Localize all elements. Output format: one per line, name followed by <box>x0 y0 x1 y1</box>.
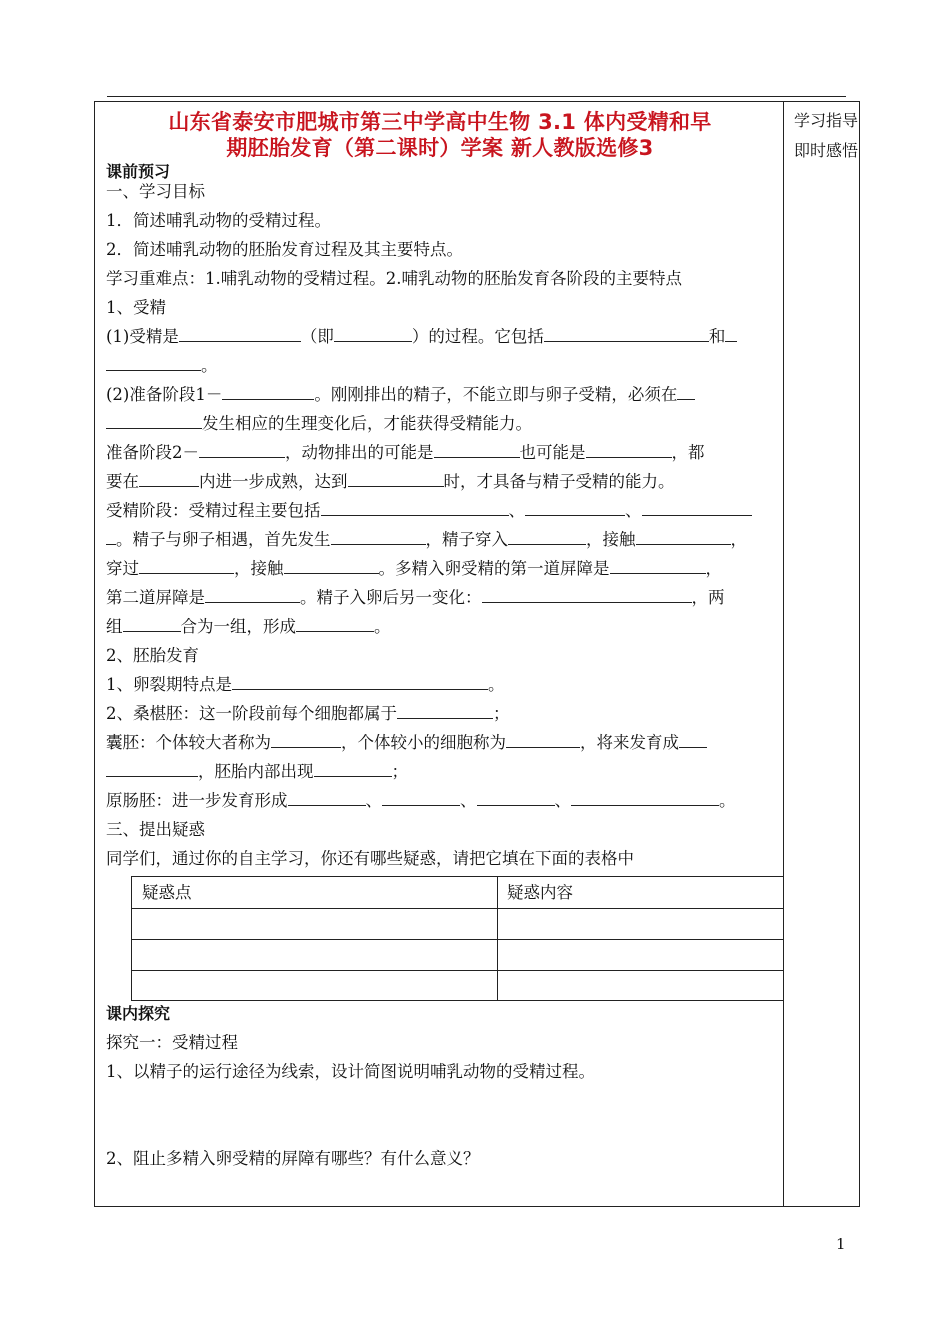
text: (1)受精是 <box>106 327 179 346</box>
side-label-reflection: 即时感悟 <box>794 141 859 160</box>
text: 。精子入卵后另一变化： <box>300 588 482 607</box>
question-2: 2、阻止多精入卵受精的屏障有哪些？有什么意义？ <box>106 1149 480 1168</box>
text: 也可能是 <box>519 443 586 462</box>
blank[interactable] <box>725 326 737 342</box>
fill-line-barriers <box>106 558 722 580</box>
text: (2)准备阶段1－ <box>106 385 223 404</box>
text: 、 <box>554 791 571 810</box>
table-row-line <box>132 939 783 940</box>
doubt-title: 三、提出疑惑 <box>106 820 205 839</box>
title-line-1: 山东省泰安市肥城市第三中学高中生物 3.1 体内受精和早 <box>168 110 712 134</box>
text: 原肠胚：进一步发育形成 <box>106 791 288 810</box>
blank[interactable] <box>232 674 488 690</box>
text: 、 <box>365 791 382 810</box>
fill-line-prep-1b <box>106 413 532 435</box>
text: 准备阶段2－ <box>106 443 199 462</box>
blank[interactable] <box>397 703 493 719</box>
blank[interactable] <box>284 558 379 574</box>
blank[interactable] <box>642 500 752 516</box>
doubt-intro: 同学们，通过你的自主学习，你还有哪些疑惑，请把它填在下面的表格中 <box>106 849 634 868</box>
fill-line-prep-2b <box>106 471 675 493</box>
text: 和 <box>708 327 726 346</box>
fill-line-blastocyst <box>106 732 707 754</box>
text: 要在 <box>106 472 139 491</box>
blank[interactable] <box>123 616 181 632</box>
document-title <box>100 109 780 161</box>
text: 穿过 <box>106 559 139 578</box>
blank[interactable] <box>610 558 706 574</box>
text: 囊胚：个体较大者称为 <box>106 733 271 752</box>
blank[interactable] <box>571 790 719 806</box>
key-points: 学习重难点：1.哺乳动物的受精过程。2.哺乳动物的胚胎发育各阶段的主要特点 <box>106 269 682 288</box>
text: 2、桑椹胚：这一阶段前每个细胞都属于 <box>106 704 397 723</box>
blank[interactable] <box>508 529 586 545</box>
text: ； <box>493 704 510 723</box>
blank[interactable] <box>199 442 285 458</box>
fill-line-second-barrier <box>106 587 725 609</box>
blank[interactable] <box>506 732 580 748</box>
blank[interactable] <box>321 500 509 516</box>
fill-line-zygote <box>106 616 391 638</box>
subheading-embryo: 2、胚胎发育 <box>106 646 199 665</box>
text: 时，才具备与精子受精的能力。 <box>443 472 675 491</box>
blank[interactable] <box>348 471 444 487</box>
text: 。 <box>488 675 505 694</box>
text: ，精子穿入 <box>425 530 508 549</box>
table-header-doubt-content: 疑惑内容 <box>507 883 573 902</box>
blank[interactable] <box>106 761 198 777</box>
text: 。 <box>201 356 218 375</box>
header-rule <box>107 96 846 97</box>
text: 、 <box>625 501 642 520</box>
blank[interactable] <box>434 442 520 458</box>
text: 发生相应的生理变化后，才能获得受精能力。 <box>202 414 532 433</box>
text: 。 <box>719 791 736 810</box>
blank[interactable] <box>288 790 366 806</box>
goal-2: 2．简述哺乳动物的胚胎发育过程及其主要特点。 <box>106 240 463 259</box>
side-column <box>794 106 858 166</box>
text: ）的过程。它包括 <box>411 327 544 346</box>
table-row-line <box>132 970 783 971</box>
fill-line-fertilization-def <box>106 326 737 348</box>
fill-line-morula <box>106 703 510 725</box>
blank[interactable] <box>139 471 199 487</box>
title-line-2: 期胚胎发育（第二课时）学案 新人教版选修3 <box>226 136 654 160</box>
fill-line-prep-2 <box>106 442 705 464</box>
blank[interactable] <box>106 413 202 429</box>
blank[interactable] <box>679 732 707 748</box>
table-header-doubt-point: 疑惑点 <box>142 883 192 902</box>
text: ，两 <box>691 588 725 607</box>
blank[interactable] <box>271 732 341 748</box>
subheading-fertilization: 1、受精 <box>106 298 166 317</box>
blank[interactable] <box>106 355 201 371</box>
text: ，都 <box>671 443 705 462</box>
blank[interactable] <box>222 384 314 400</box>
text: （即 <box>300 327 334 346</box>
text: ，动物排出的可能是 <box>285 443 434 462</box>
table-row-line <box>132 908 783 909</box>
page-number: 1 <box>836 1235 846 1253</box>
text: ，个体较小的细胞称为 <box>341 733 506 752</box>
text: 合为一组，形成 <box>180 617 296 636</box>
fill-line-fert-stage-b <box>106 529 747 551</box>
text: 、 <box>508 501 525 520</box>
blank[interactable] <box>477 790 555 806</box>
fill-line-blastocyst-b <box>106 761 408 783</box>
blank[interactable] <box>382 790 460 806</box>
fill-line-prep-1 <box>106 384 695 406</box>
blank[interactable] <box>636 529 731 545</box>
goal-1: 1．简述哺乳动物的受精过程。 <box>106 211 331 230</box>
text: 。 <box>374 617 391 636</box>
text: 第二道屏障是 <box>106 588 205 607</box>
text: 、 <box>460 791 477 810</box>
text: 。多精入卵受精的第一道屏障是 <box>378 559 610 578</box>
blank[interactable] <box>106 529 116 545</box>
text: 1、卵裂期特点是 <box>106 675 232 694</box>
text: ，接触 <box>586 530 636 549</box>
blank[interactable] <box>331 529 426 545</box>
fill-line-cleavage <box>106 674 505 696</box>
text: 受精阶段：受精过程主要包括 <box>106 501 321 520</box>
text: 内进一步成熟，达到 <box>199 472 348 491</box>
text: ， <box>730 530 747 549</box>
text: 。精子与卵子相遇，首先发生 <box>116 530 331 549</box>
text: 组 <box>106 617 123 636</box>
text: 。刚刚排出的精子，不能立即与卵子受精，必须在 <box>314 385 678 404</box>
blank[interactable] <box>296 616 374 632</box>
text: ，胚胎内部出现 <box>198 762 314 781</box>
blank[interactable] <box>544 326 709 342</box>
blank[interactable] <box>334 326 412 342</box>
goals-title: 一、学习目标 <box>106 182 205 201</box>
blank[interactable] <box>586 442 672 458</box>
blank[interactable] <box>525 500 625 516</box>
text: ，将来发育成 <box>580 733 679 752</box>
section-heading-inclass: 课内探究 <box>106 1004 171 1023</box>
fill-line-gastrula <box>106 790 736 812</box>
doubt-table <box>131 876 784 1001</box>
blank[interactable] <box>677 384 695 400</box>
blank[interactable] <box>482 587 692 603</box>
side-label-guidance: 学习指导 <box>794 111 859 130</box>
fill-line-fert-stage <box>106 500 752 522</box>
section-heading-preview: 课前预习 <box>106 162 171 181</box>
column-divider <box>783 101 784 1207</box>
blank[interactable] <box>314 761 392 777</box>
blank[interactable] <box>179 326 301 342</box>
text: ， <box>705 559 722 578</box>
text: ，接触 <box>234 559 284 578</box>
fill-line-2 <box>106 355 218 377</box>
blank[interactable] <box>139 558 234 574</box>
question-1: 1、以精子的运行途径为线索，设计简图说明哺乳动物的受精过程。 <box>106 1062 595 1081</box>
text: ； <box>391 762 408 781</box>
blank[interactable] <box>205 587 300 603</box>
explore-1-title: 探究一：受精过程 <box>106 1033 238 1052</box>
